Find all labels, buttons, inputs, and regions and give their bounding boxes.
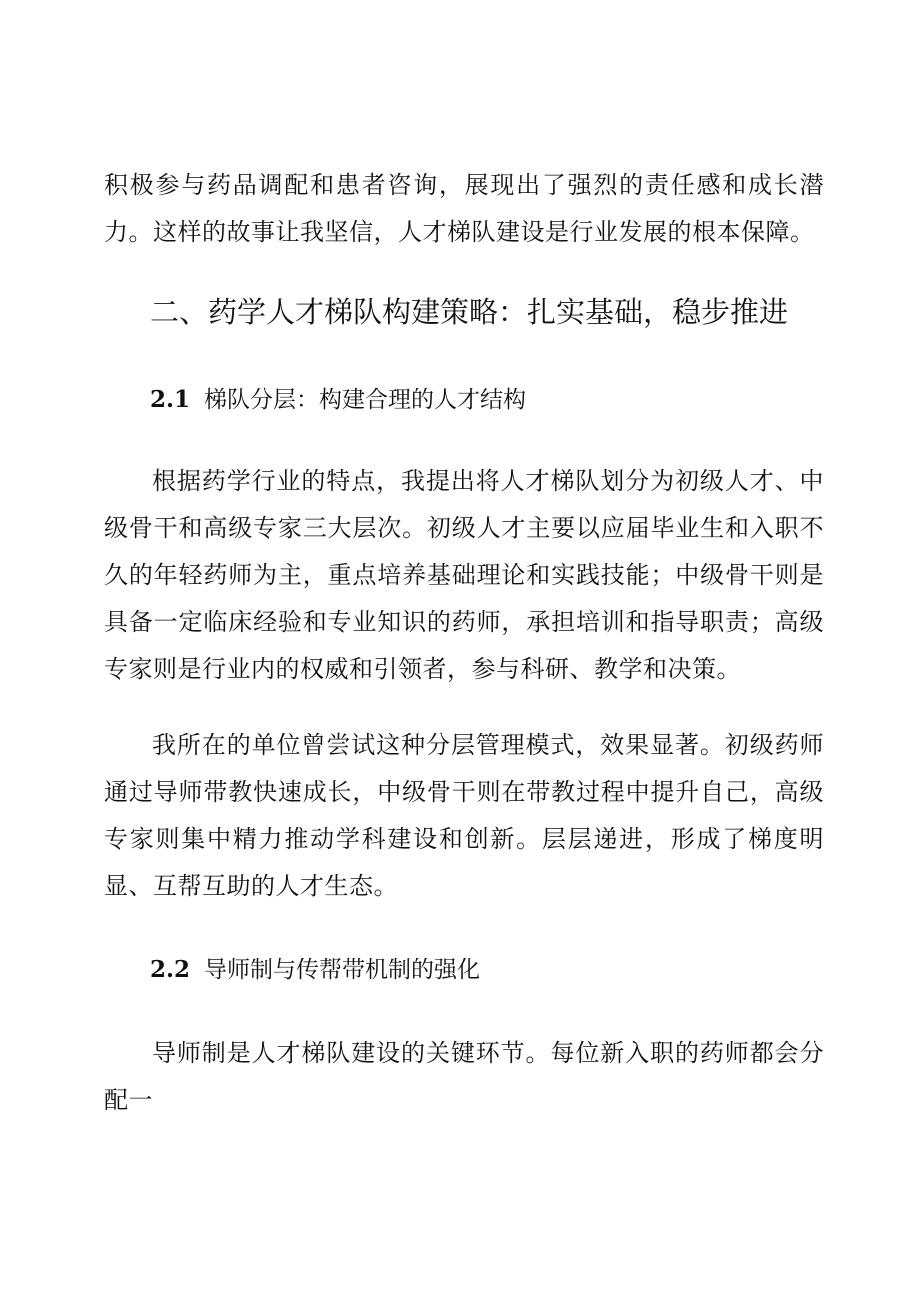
subsection-heading-2-2 [150, 952, 830, 988]
body-paragraph: 我所在的单位曾尝试这种分层管理模式，效果显著。初级药师通过导师带教快速成长，中级骨干则在带教过程中提升自己，高级专家则集中精力推动学科建设和创新。层层递进，形成了梯度明显、互帮互助的人才生态。 [104, 731, 824, 900]
section-heading: 二、药学人才梯队构建策略：扎实基础，稳步推进 [150, 295, 789, 329]
body-paragraph: 根据药学行业的特点，我提出将人才梯队划分为初级人才、中级骨干和高级专家三大层次。初级人才主要以应届毕业生和入职不久的年轻药师为主，重点培养基础理论和实践技能；中级骨干则是具备一定临床经验和专业知识的药师，承担培训和指导职责；高级专家则是行业内的权威和引领者，参与科研、教学和决策。 [104, 467, 824, 683]
subsection-title: 梯队分层：构建合理的人才结构 [204, 387, 527, 413]
continuation-paragraph: 积极参与药品调配和患者咨询，展现出了强烈的责任感和成长潜力。这样的故事让我坚信，人才梯队建设是行业发展的根本保障。 [104, 171, 824, 246]
body-paragraph: 导师制是人才梯队建设的关键环节。每位新入职的药师都会分配一 [104, 1039, 824, 1114]
subsection-heading-2-1 [150, 382, 830, 418]
subsection-title: 导师制与传帮带机制的强化 [204, 957, 481, 983]
subsection-number: 2.1 [150, 386, 191, 413]
subsection-number: 2.2 [150, 956, 191, 983]
